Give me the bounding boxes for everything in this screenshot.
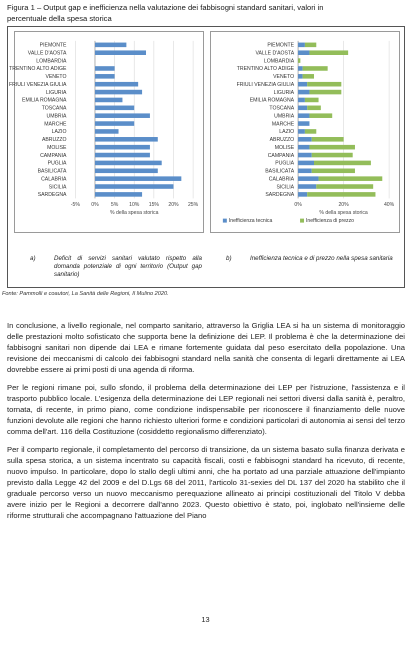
bar-emilia-romagna xyxy=(95,98,122,103)
bar-inefficienza-di-prezzo-veneto xyxy=(303,74,314,79)
category-label-lombardia: LOMBARDIA xyxy=(263,58,295,65)
bar-inefficienza-di-prezzo-emilia-romagna xyxy=(305,98,319,103)
bar-trentino-alto-adige xyxy=(95,66,115,71)
bar-inefficienza-di-prezzo-basilicata xyxy=(312,169,355,174)
bar-sardegna xyxy=(95,192,142,197)
x-tick-label: 20% xyxy=(168,202,179,209)
category-label-trentino-alto-adige: TRENTINO ALTO ADIGE xyxy=(9,66,67,73)
bar-piemonte xyxy=(95,43,126,48)
bar-inefficienza-tecnica-campania xyxy=(298,153,312,158)
category-label-sicilia: SICILIA xyxy=(48,184,67,191)
category-label-friuli-venezia-giulia: FRIULI VENEZIA GIULIA xyxy=(236,81,295,88)
category-label-lombardia: LOMBARDIA xyxy=(36,58,67,65)
subcaption-a-label: a) xyxy=(30,255,36,262)
bar-inefficienza-tecnica-friuli-venezia-giulia xyxy=(298,82,307,87)
bar-inefficienza-tecnica-marche xyxy=(298,121,309,126)
category-label-friuli-venezia-giulia: FRIULI VENEZIA GIULIA xyxy=(8,81,67,88)
bar-inefficienza-tecnica-liguria xyxy=(298,90,309,95)
category-label-veneto: VENETO xyxy=(273,74,295,81)
bar-umbria xyxy=(95,113,150,118)
bar-inefficienza-di-prezzo-abruzzo xyxy=(312,137,344,142)
category-label-lazio: LAZIO xyxy=(279,129,295,136)
category-label-campania: CAMPANIA xyxy=(267,152,295,159)
category-label-sardegna: SARDEGNA xyxy=(37,192,67,199)
bar-basilicata xyxy=(95,169,158,174)
category-label-abruzzo: ABRUZZO xyxy=(41,137,67,144)
bar-lazio xyxy=(95,129,119,134)
category-label-sardegna: SARDEGNA xyxy=(265,192,295,199)
category-label-valle-d-aosta: VALLE D'AOSTA xyxy=(255,50,295,57)
bar-inefficienza-tecnica-valle-d-aosta xyxy=(298,50,309,55)
category-label-basilicata: BASILICATA xyxy=(37,168,67,175)
bar-inefficienza-di-prezzo-campania xyxy=(312,153,353,158)
category-label-campania: CAMPANIA xyxy=(40,152,67,159)
chart-panel-output-gap xyxy=(8,31,204,233)
legend-label-inefficienza-di-prezzo: Inefficienza di prezzo xyxy=(305,218,355,225)
bar-inefficienza-tecnica-molise xyxy=(298,145,309,150)
bar-inefficienza-tecnica-veneto xyxy=(298,74,303,79)
x-tick-label: 10% xyxy=(129,202,140,209)
bar-molise xyxy=(95,145,150,150)
bar-inefficienza-tecnica-umbria xyxy=(298,113,309,118)
bar-inefficienza-tecnica-basilicata xyxy=(298,169,312,174)
bar-inefficienza-tecnica-emilia-romagna xyxy=(298,98,305,103)
category-label-veneto: VENETO xyxy=(45,74,67,81)
x-tick-label: 40% xyxy=(383,202,395,209)
figure-caption xyxy=(7,3,405,24)
bar-campania xyxy=(95,153,150,158)
bar-inefficienza-di-prezzo-puglia xyxy=(314,161,371,166)
bar-inefficienza-di-prezzo-valle-d-aosta xyxy=(309,50,348,55)
category-label-basilicata: BASILICATA xyxy=(265,168,295,175)
bar-inefficienza-tecnica-lazio xyxy=(298,129,305,134)
bar-marche xyxy=(95,121,134,126)
bar-inefficienza-tecnica-toscana xyxy=(298,106,307,111)
bar-valle-d-aosta xyxy=(95,50,146,55)
bar-inefficienza-di-prezzo-sardegna xyxy=(307,192,375,197)
figure-box xyxy=(7,26,405,288)
figure-source: Fonte: Pammolli e coautori, La Sanità delle Regioni, Il Mulino 2020. xyxy=(2,291,169,297)
category-label-emilia-romagna: EMILIA ROMAGNA xyxy=(249,97,295,104)
bar-sicilia xyxy=(95,184,173,189)
category-label-puglia: PUGLIA xyxy=(275,160,295,167)
bar-inefficienza-tecnica-abruzzo xyxy=(298,137,312,142)
bar-inefficienza-tecnica-puglia xyxy=(298,161,314,166)
category-label-piemonte: PIEMONTE xyxy=(39,42,67,49)
paragraph-2: Per le regioni rimane poi, sullo sfondo, il problema della determinazione dei LEP per l'istruzione, l'assistenza e il trasporto pubblico locale. L'esigenza della determinazione dei LEP regionali nei settori diversi dalla sanità è, peraltro, tornata, di recente, in primo piano, come condizione indispensabile per riconoscere il finanziamento delle nuove funzioni devolute alle regioni che hanno richiesto ulteriori forme e condizioni particolari di autonomia ai sensi del terzo comma dell'art. 116 della Costituzione (cosiddetto regionalismo differenziato). xyxy=(7,383,405,436)
x-tick-label: 0% xyxy=(91,202,99,209)
x-axis-title: % della spesa storica xyxy=(319,210,368,217)
chart-output-gap xyxy=(8,32,203,232)
x-tick-label: 0% xyxy=(294,202,302,209)
category-label-molise: MOLISE xyxy=(47,144,67,151)
bar-inefficienza-di-prezzo-lazio xyxy=(305,129,316,134)
category-label-emilia-romagna: EMILIA ROMAGNA xyxy=(22,97,67,104)
bar-calabria xyxy=(95,176,181,181)
page-number: 13 xyxy=(201,615,210,624)
figure-caption-line-1: Figura 1 – Output gap e inefficienza nella valutazione dei fabbisogni standard sanitari, valori in xyxy=(7,3,324,12)
chart-inefficienza xyxy=(211,32,399,232)
category-label-liguria: LIGURIA xyxy=(45,89,67,96)
legend-swatch-inefficienza-tecnica xyxy=(223,219,227,223)
category-label-lazio: LAZIO xyxy=(51,129,67,136)
bar-friuli-venezia-giulia xyxy=(95,82,138,87)
bar-inefficienza-di-prezzo-sicilia xyxy=(316,184,373,189)
category-label-marche: MARCHE xyxy=(271,121,295,128)
body-text xyxy=(7,320,405,528)
bar-liguria xyxy=(95,90,142,95)
subcaption-b-label: b) xyxy=(226,255,232,262)
x-tick-label: 5% xyxy=(110,202,119,209)
category-label-liguria: LIGURIA xyxy=(273,89,295,96)
x-tick-label: 20% xyxy=(338,202,349,209)
bar-inefficienza-di-prezzo-friuli-venezia-giulia xyxy=(307,82,341,87)
category-label-abruzzo: ABRUZZO xyxy=(269,137,295,144)
category-label-umbria: UMBRIA xyxy=(274,113,295,120)
legend-swatch-inefficienza-di-prezzo xyxy=(300,219,304,223)
figure-caption-line-2: percentuale della spesa storica xyxy=(7,13,112,23)
legend-label-inefficienza-tecnica: Inefficienza tecnica xyxy=(228,218,273,225)
subcaption-b-text: Inefficienza tecnica e di prezzo nella spesa sanitaria xyxy=(250,255,393,262)
x-tick-label: 15% xyxy=(148,202,159,209)
bar-inefficienza-di-prezzo-toscana xyxy=(307,106,321,111)
bar-inefficienza-di-prezzo-calabria xyxy=(319,176,383,181)
bar-inefficienza-tecnica-sardegna xyxy=(298,192,307,197)
bar-inefficienza-di-prezzo-piemonte xyxy=(305,43,316,48)
category-label-calabria: CALABRIA xyxy=(268,176,295,183)
bar-inefficienza-tecnica-trentino-alto-adige xyxy=(298,66,303,71)
bar-puglia xyxy=(95,161,162,166)
category-label-calabria: CALABRIA xyxy=(41,176,67,183)
bar-inefficienza-di-prezzo-liguria xyxy=(309,90,341,95)
subcaption-a-text: Deficit di servizi sanitari valutato rispetto alla domanda potenziale di ogni territorio (Output gap sanitario) xyxy=(54,255,202,279)
bar-inefficienza-di-prezzo-lombardia xyxy=(298,58,300,63)
category-label-sicilia: SICILIA xyxy=(276,184,295,191)
x-tick-label: 25% xyxy=(187,202,199,209)
chart-panel-inefficienza xyxy=(210,31,400,233)
paragraph-1: In conclusione, a livello regionale, nel comparto sanitario, attraverso la Griglia LEA si ha un sistema di monitoraggio delle prestazioni molto sofisticato che supporta bene la definizione dei LEP. Il problema è che la determinazione dei fabbisogni sanitari non dipende dai LEA e rimane fortemente guidata dal peso esercitato della popolazione. Una revisione dei meccanismi di calcolo dei fabbisogni standard nella sanità che consenta di legarli direttamente ai LEA dovrebbe essere ai primi posti di una agenda di riforma. xyxy=(7,321,405,374)
category-label-umbria: UMBRIA xyxy=(46,113,67,120)
bar-abruzzo xyxy=(95,137,158,142)
category-label-toscana: TOSCANA xyxy=(269,105,295,112)
category-label-piemonte: PIEMONTE xyxy=(267,42,295,49)
category-label-puglia: PUGLIA xyxy=(47,160,67,167)
category-label-trentino-alto-adige: TRENTINO ALTO ADIGE xyxy=(236,66,295,73)
x-axis-title: % della spesa storica xyxy=(110,210,159,217)
category-label-valle-d-aosta: VALLE D'AOSTA xyxy=(27,50,67,57)
bar-inefficienza-di-prezzo-umbria xyxy=(309,113,332,118)
paragraph-3: Per il comparto regionale, il completamento del percorso di transizione, da un sistema basato sulla finanza derivata e sulla spesa storica, a un sistema incentrato su capacità fiscali, costi e fabbisogni standard ha ricevuto, di recente, nuovo impulso. In particolare, dopo lo stallo degli ultimi anni, che ha portato ad una parziale attuazione dell'impianto previsto dalla Legge 42 del 2009 e del D.Lgs 68 del 2011, l'articolo 31-sexies del DL 137 del 2020 ha stabilito che il graduale percorso verso un nuovo meccanismo perequazione allineato ai principi costituzionali del Titolo V debba avere inizio per le Regioni a decorrere dall'anno 2023. Questo obiettivo è stato, poi, inglobato nell'insieme delle riforme strutturali che accompagnano l'attuazione del Piano xyxy=(7,445,405,520)
bar-inefficienza-tecnica-sicilia xyxy=(298,184,316,189)
category-label-molise: MOLISE xyxy=(274,144,295,151)
bar-inefficienza-di-prezzo-molise xyxy=(309,145,355,150)
bar-veneto xyxy=(95,74,115,79)
x-tick-label: -5% xyxy=(70,202,80,209)
category-label-marche: MARCHE xyxy=(44,121,67,128)
bar-inefficienza-tecnica-piemonte xyxy=(298,43,305,48)
bar-toscana xyxy=(95,106,134,111)
bar-inefficienza-tecnica-calabria xyxy=(298,176,318,181)
bar-inefficienza-di-prezzo-trentino-alto-adige xyxy=(303,66,328,71)
category-label-toscana: TOSCANA xyxy=(41,105,67,112)
